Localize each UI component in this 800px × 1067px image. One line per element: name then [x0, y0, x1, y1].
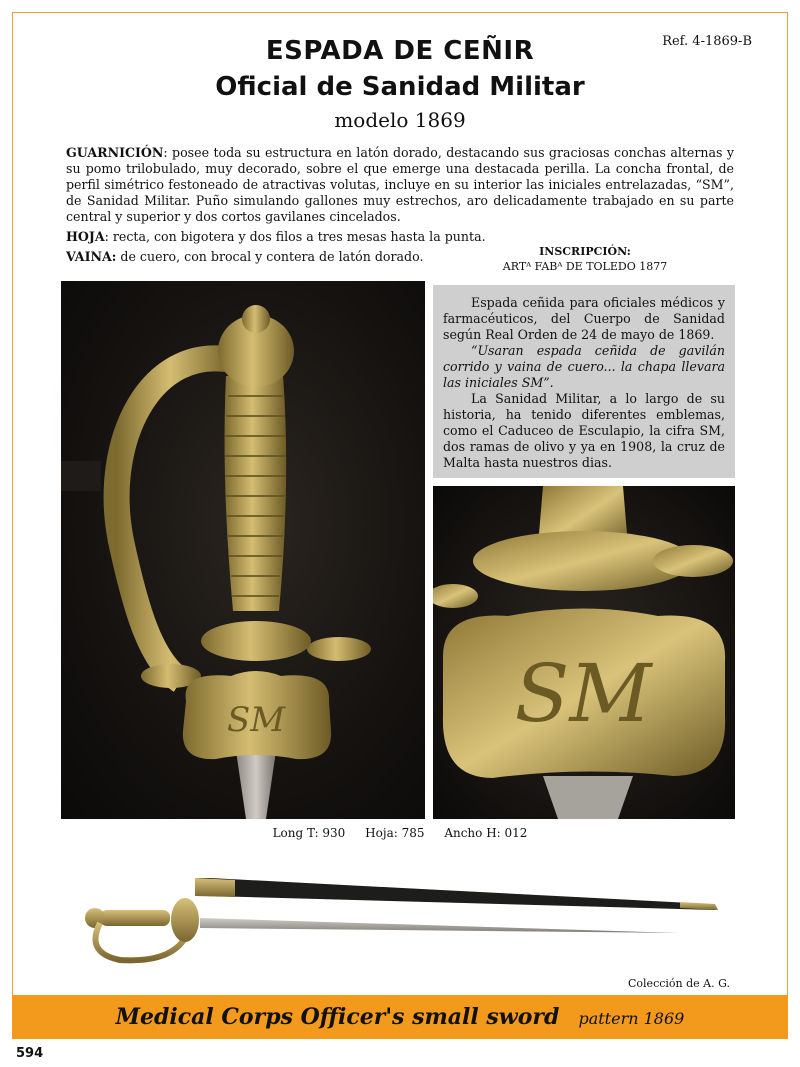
full-sword-photo — [60, 868, 740, 978]
inscription-title: INSCRIPCIÓN: — [539, 245, 631, 258]
hilt-photo — [61, 281, 425, 819]
collection-credit: Colección de A. G. — [628, 977, 730, 990]
sword-and-scabbard-illustration — [60, 868, 740, 978]
english-title: Medical Corps Officer's small sword — [115, 1004, 560, 1030]
blade-width: Ancho H: 012 — [444, 826, 528, 840]
page-subtitle: Oficial de Sanidad Militar — [215, 72, 585, 102]
blade-length: Hoja: 785 — [365, 826, 425, 840]
hoja-label: HOJA — [66, 229, 105, 244]
vaina-label: VAINA: — [66, 249, 117, 264]
page-number: 594 — [16, 1046, 44, 1061]
history-paragraph-2: La Sanidad Militar, a lo largo de su historia, ha tenido diferentes emblemas, como el Caduceo de Esculapio, la cifra SM, dos ramas de olivo y ya en 1908, la cruz de Malta hasta nuestros dias. — [443, 391, 725, 470]
svg-text:SM: SM — [226, 700, 286, 740]
guarnicion-text: : posee toda su estructura en latón dorado, destacando sus graciosas conchas alternas y su pomo trilobulado, muy decorado, sobre el que emerge una destacada perilla. La concha frontal, de perfil simétrico festoneado de atractivas volutas, incluye en su interior las iniciales entrelazadas, “SM”, de Sanidad Militar. Puño simulando gallones muy estrechos, aro delicadamente trabajado en su parte central y superior y dos cortos gavilanes cincelados. — [66, 145, 734, 224]
reference-number: Ref. 4-1869-B — [662, 34, 752, 49]
total-length: Long T: 930 — [272, 826, 346, 840]
history-paragraph-1: Espada ceñida para oficiales médicos y farmacéuticos, del Cuerpo de Sanidad según Real Orden de 24 de mayo de 1869. — [443, 295, 725, 342]
hilt-illustration — [61, 281, 425, 819]
history-quote: “Usaran espada ceñida de gavilán corrido y vaina de cuero... la chapa llevara las iniciales SM”. — [443, 343, 725, 390]
english-pattern: pattern 1869 — [578, 1009, 685, 1028]
shell-detail-photo — [433, 486, 735, 819]
shell-detail-illustration — [433, 486, 735, 819]
english-title-banner — [12, 995, 788, 1039]
measurements — [0, 826, 800, 840]
guarnicion-paragraph — [66, 145, 734, 225]
history-box — [433, 285, 735, 478]
hoja-paragraph — [66, 229, 734, 245]
guarnicion-label: GUARNICIÓN — [66, 145, 164, 160]
page-title: ESPADA DE CEÑIR — [265, 36, 535, 66]
hoja-text: : recta, con bigotera y dos filos a tres mesas hasta la punta. — [104, 229, 486, 244]
model-year: modelo 1869 — [334, 108, 466, 132]
svg-text:SM: SM — [514, 647, 652, 740]
inscription-text: ARTᴬ FABᴬ DE TOLEDO 1877 — [502, 260, 668, 273]
vaina-text: de cuero, con brocal y contera de latón dorado. — [116, 249, 424, 264]
